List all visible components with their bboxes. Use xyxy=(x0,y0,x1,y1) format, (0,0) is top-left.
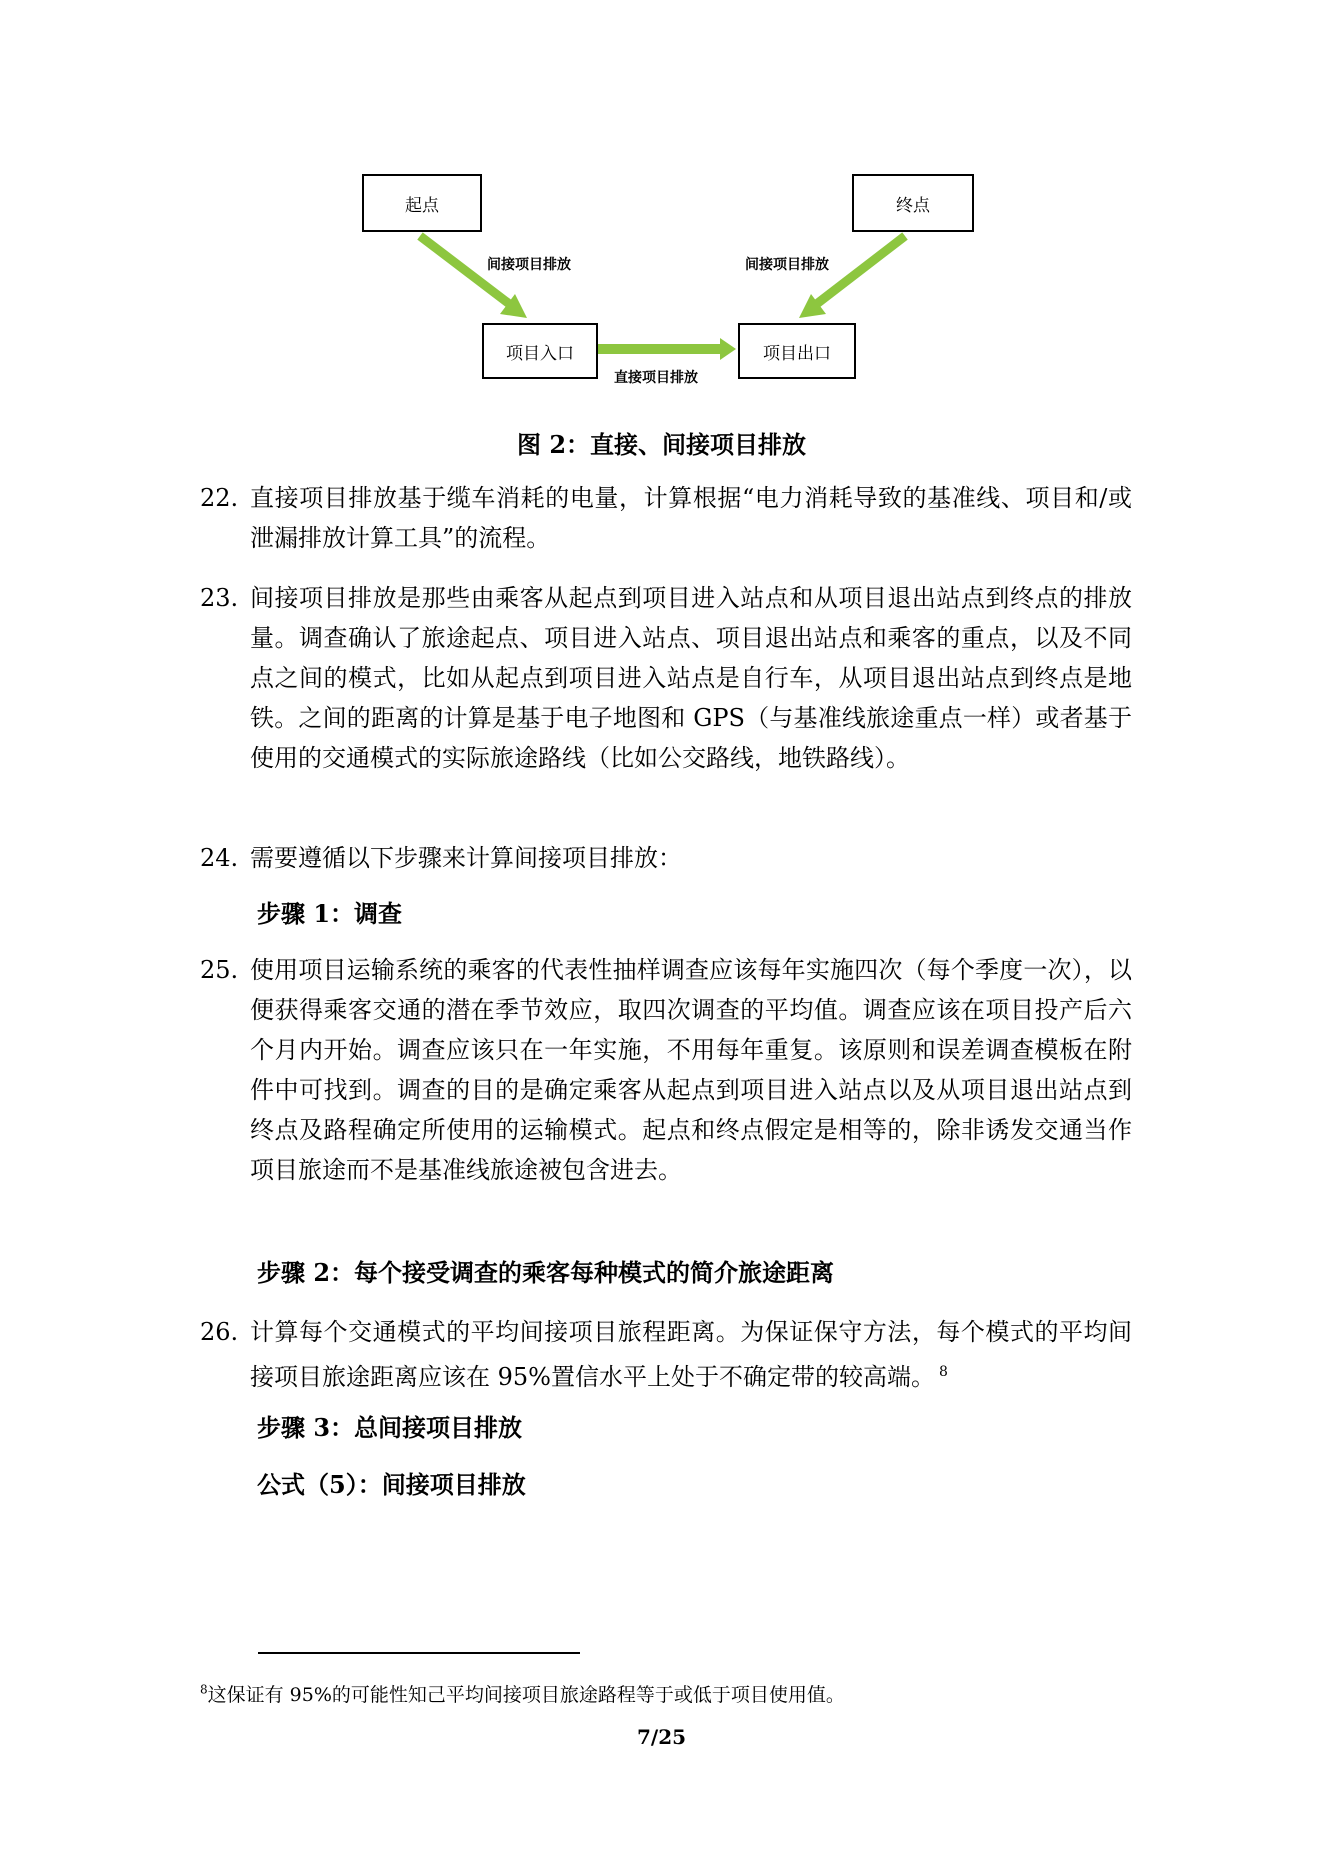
arrow-end-to-exit xyxy=(799,236,905,318)
paragraph-number: 24. xyxy=(200,844,239,872)
page-number: 7/25 xyxy=(636,1725,687,1749)
paragraph-text: 计算每个交通模式的平均间接项目旅程距离。为保证保守方法，每个模式的平均间接项目旅途距离应该在 95%置信水平上处于不确定带的较高端。 xyxy=(250,1318,1132,1391)
project-entry-box xyxy=(482,323,598,379)
formula-heading: 公式（5）：间接项目排放 xyxy=(257,1470,526,1499)
paragraph-25 xyxy=(200,950,1132,1190)
footnote-ref[interactable]: 8 xyxy=(938,1364,948,1380)
indirect-label-left: 间接项目排放 xyxy=(487,257,571,273)
footnote-separator xyxy=(258,1652,580,1654)
paragraph-26 xyxy=(200,1312,1132,1397)
footnote xyxy=(200,1680,845,1707)
step-2-heading: 步骤 2：每个接受调查的乘客每种模式的简介旅途距离 xyxy=(257,1258,835,1287)
paragraph-number: 23. xyxy=(200,584,239,612)
start-box xyxy=(362,174,482,232)
paragraph-text: 使用项目运输系统的乘客的代表性抽样调查应该每年实施四次（每个季度一次），以便获得乘客交通的潜在季节效应，取四次调查的平均值。调查应该在项目投产后六个月内开始。调查应该只在一年实施，不用每年重复。该原则和误差调查模板在附件中可找到。调查的目的是确定乘客从起点到项目进入站点以及从项目退出站点到终点及路程确定所使用的运输模式。起点和终点假定是相等的，除非诱发交通当作项目旅途而不是基准线旅途被包含进去。 xyxy=(250,956,1132,1184)
arrow-start-to-entry xyxy=(420,236,527,318)
paragraph-23 xyxy=(200,578,1132,778)
exit-label: 项目出口 xyxy=(763,343,831,364)
entry-label: 项目入口 xyxy=(506,343,574,364)
direct-label: 直接项目排放 xyxy=(614,370,698,386)
step-1-heading: 步骤 1：调查 xyxy=(257,899,403,928)
project-exit-box xyxy=(738,323,856,379)
end-box xyxy=(852,174,974,232)
paragraph-text-container xyxy=(250,1312,1132,1397)
footnote-number: 8 xyxy=(200,1682,208,1697)
paragraph-number: 22. xyxy=(200,484,239,512)
diagram-arrows xyxy=(0,0,1323,420)
step-3-heading: 步骤 3：总间接项目排放 xyxy=(257,1413,523,1442)
figure-caption: 图 2：直接、间接项目排放 xyxy=(516,430,807,459)
paragraph-22 xyxy=(200,478,1132,558)
arrow-entry-to-exit xyxy=(596,338,736,360)
end-label: 终点 xyxy=(896,195,930,216)
paragraph-number: 25. xyxy=(200,956,239,984)
flow-diagram xyxy=(0,0,1323,420)
paragraph-text: 直接项目排放基于缆车消耗的电量，计算根据“电力消耗导致的基准线、项目和/或泄漏排放计算工具”的流程。 xyxy=(250,484,1132,552)
indirect-label-right: 间接项目排放 xyxy=(745,257,829,273)
paragraph-24 xyxy=(200,838,1132,878)
footnote-text: 这保证有 95%的可能性知己平均间接项目旅途路程等于或低于项目使用值。 xyxy=(207,1684,845,1706)
paragraph-number: 26. xyxy=(200,1318,239,1346)
paragraph-text: 间接项目排放是那些由乘客从起点到项目进入站点和从项目退出站点到终点的排放量。调查确认了旅途起点、项目进入站点、项目退出站点和乘客的重点，以及不同点之间的模式，比如从起点到项目进入站点是自行车，从项目退出站点到终点是地铁。之间的距离的计算是基于电子地图和 GPS（与基准线旅途重点一样）或者基于使用的交通模式的实际旅途路线（比如公交路线，地铁路线）。 xyxy=(250,584,1132,772)
start-label: 起点 xyxy=(405,195,439,216)
paragraph-text: 需要遵循以下步骤来计算间接项目排放： xyxy=(250,844,682,872)
